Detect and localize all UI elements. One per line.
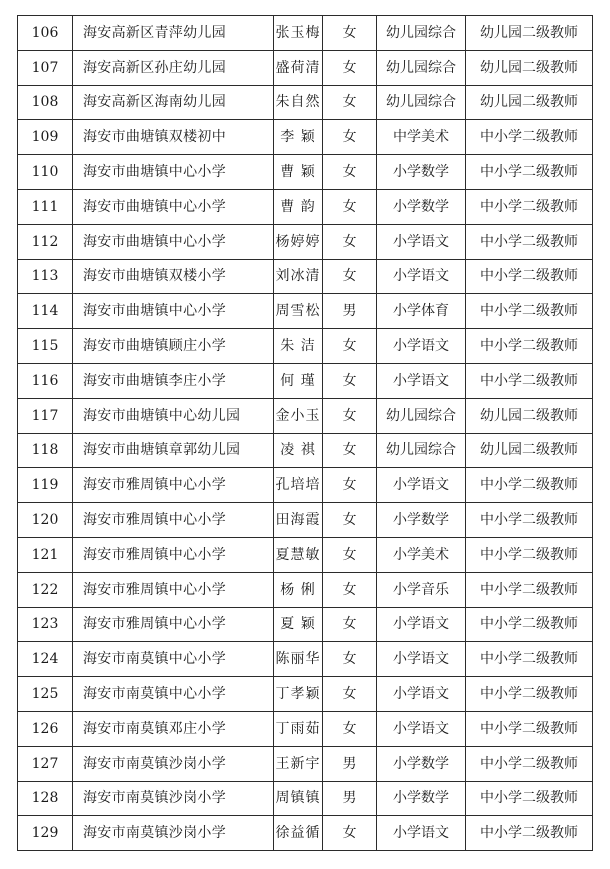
- cell-title: 中小学二级教师: [466, 363, 593, 398]
- cell-subject: 幼儿园综合: [377, 16, 466, 51]
- cell-gender: 女: [323, 259, 377, 294]
- table-row: [18, 746, 593, 781]
- cell-subject: 小学语文: [377, 224, 466, 259]
- cell-number: 123: [18, 607, 73, 642]
- cell-gender: 女: [323, 677, 377, 712]
- cell-number: 122: [18, 572, 73, 607]
- cell-subject: 小学语文: [377, 711, 466, 746]
- cell-title: 中小学二级教师: [466, 224, 593, 259]
- table-row: [18, 189, 593, 224]
- cell-number: 111: [18, 189, 73, 224]
- table-row: [18, 398, 593, 433]
- cell-subject: 小学体育: [377, 294, 466, 329]
- cell-number: 116: [18, 363, 73, 398]
- cell-subject: 小学语文: [377, 816, 466, 851]
- cell-gender: 女: [323, 120, 377, 155]
- cell-gender: 女: [323, 433, 377, 468]
- cell-name: 曹 韵: [274, 189, 323, 224]
- cell-gender: 女: [323, 711, 377, 746]
- table-row: [18, 816, 593, 851]
- table-row: [18, 363, 593, 398]
- cell-gender: 女: [323, 468, 377, 503]
- cell-subject: 小学语文: [377, 329, 466, 364]
- cell-number: 119: [18, 468, 73, 503]
- cell-subject: 小学美术: [377, 537, 466, 572]
- cell-name: 周雪松: [274, 294, 323, 329]
- cell-school: 海安市曲塘镇中心小学: [73, 224, 274, 259]
- cell-school: 海安市南莫镇沙岗小学: [73, 781, 274, 816]
- cell-school: 海安市曲塘镇李庄小学: [73, 363, 274, 398]
- cell-name: 曹 颖: [274, 155, 323, 190]
- cell-number: 120: [18, 503, 73, 538]
- cell-name: 李 颖: [274, 120, 323, 155]
- cell-title: 幼儿园二级教师: [466, 50, 593, 85]
- cell-gender: 女: [323, 537, 377, 572]
- table-row: [18, 537, 593, 572]
- cell-name: 夏慧敏: [274, 537, 323, 572]
- cell-gender: 女: [323, 16, 377, 51]
- cell-name: 金小玉: [274, 398, 323, 433]
- cell-title: 幼儿园二级教师: [466, 398, 593, 433]
- table-row: [18, 16, 593, 51]
- cell-subject: 中学美术: [377, 120, 466, 155]
- cell-subject: 小学数学: [377, 746, 466, 781]
- cell-subject: 小学语文: [377, 468, 466, 503]
- cell-gender: 女: [323, 329, 377, 364]
- cell-subject: 幼儿园综合: [377, 433, 466, 468]
- cell-school: 海安市雅周镇中心小学: [73, 572, 274, 607]
- cell-gender: 女: [323, 224, 377, 259]
- cell-subject: 幼儿园综合: [377, 398, 466, 433]
- table-row: [18, 781, 593, 816]
- cell-name: 张玉梅: [274, 16, 323, 51]
- cell-school: 海安市雅周镇中心小学: [73, 468, 274, 503]
- cell-number: 114: [18, 294, 73, 329]
- cell-subject: 小学语文: [377, 677, 466, 712]
- cell-gender: 男: [323, 294, 377, 329]
- cell-number: 121: [18, 537, 73, 572]
- cell-school: 海安高新区海南幼儿园: [73, 85, 274, 120]
- cell-name: 何 瑾: [274, 363, 323, 398]
- cell-school: 海安市曲塘镇顾庄小学: [73, 329, 274, 364]
- table-row: [18, 642, 593, 677]
- cell-school: 海安市曲塘镇双楼小学: [73, 259, 274, 294]
- cell-title: 幼儿园二级教师: [466, 433, 593, 468]
- cell-gender: 女: [323, 50, 377, 85]
- cell-title: 中小学二级教师: [466, 120, 593, 155]
- cell-gender: 女: [323, 503, 377, 538]
- table-row: [18, 294, 593, 329]
- cell-gender: 男: [323, 746, 377, 781]
- cell-title: 幼儿园二级教师: [466, 16, 593, 51]
- cell-school: 海安市南莫镇中心小学: [73, 642, 274, 677]
- cell-number: 115: [18, 329, 73, 364]
- cell-number: 108: [18, 85, 73, 120]
- cell-title: 中小学二级教师: [466, 503, 593, 538]
- cell-title: 中小学二级教师: [466, 294, 593, 329]
- cell-name: 徐益循: [274, 816, 323, 851]
- cell-title: 中小学二级教师: [466, 537, 593, 572]
- cell-title: 中小学二级教师: [466, 572, 593, 607]
- cell-subject: 小学语文: [377, 607, 466, 642]
- cell-number: 124: [18, 642, 73, 677]
- cell-subject: 小学语文: [377, 642, 466, 677]
- table-row: [18, 259, 593, 294]
- table-row: [18, 50, 593, 85]
- cell-subject: 小学语文: [377, 363, 466, 398]
- cell-school: 海安市曲塘镇中心小学: [73, 189, 274, 224]
- cell-school: 海安市雅周镇中心小学: [73, 503, 274, 538]
- cell-school: 海安市南莫镇沙岗小学: [73, 816, 274, 851]
- table-row: [18, 677, 593, 712]
- cell-number: 118: [18, 433, 73, 468]
- cell-gender: 女: [323, 155, 377, 190]
- cell-gender: 女: [323, 189, 377, 224]
- roster-sheet: [17, 15, 592, 851]
- cell-title: 中小学二级教师: [466, 642, 593, 677]
- table-row: [18, 607, 593, 642]
- cell-gender: 女: [323, 398, 377, 433]
- cell-title: 中小学二级教师: [466, 329, 593, 364]
- cell-gender: 女: [323, 85, 377, 120]
- table-row: [18, 711, 593, 746]
- cell-name: 丁孝颖: [274, 677, 323, 712]
- cell-number: 129: [18, 816, 73, 851]
- cell-subject: 小学数学: [377, 503, 466, 538]
- cell-subject: 小学数学: [377, 155, 466, 190]
- cell-title: 中小学二级教师: [466, 155, 593, 190]
- cell-number: 112: [18, 224, 73, 259]
- cell-name: 夏 颖: [274, 607, 323, 642]
- cell-title: 中小学二级教师: [466, 259, 593, 294]
- cell-name: 陈丽华: [274, 642, 323, 677]
- teacher-roster-table: [17, 15, 593, 851]
- cell-subject: 小学音乐: [377, 572, 466, 607]
- cell-school: 海安市南莫镇中心小学: [73, 677, 274, 712]
- cell-title: 幼儿园二级教师: [466, 85, 593, 120]
- cell-school: 海安市曲塘镇双楼初中: [73, 120, 274, 155]
- cell-number: 113: [18, 259, 73, 294]
- cell-number: 110: [18, 155, 73, 190]
- cell-subject: 幼儿园综合: [377, 50, 466, 85]
- cell-title: 中小学二级教师: [466, 607, 593, 642]
- cell-school: 海安市雅周镇中心小学: [73, 607, 274, 642]
- cell-name: 朱自然: [274, 85, 323, 120]
- cell-gender: 女: [323, 816, 377, 851]
- cell-title: 中小学二级教师: [466, 468, 593, 503]
- cell-title: 中小学二级教师: [466, 781, 593, 816]
- cell-subject: 小学数学: [377, 781, 466, 816]
- cell-name: 田海霞: [274, 503, 323, 538]
- table-row: [18, 85, 593, 120]
- table-row: [18, 224, 593, 259]
- cell-gender: 男: [323, 781, 377, 816]
- cell-number: 107: [18, 50, 73, 85]
- table-row: [18, 503, 593, 538]
- cell-number: 109: [18, 120, 73, 155]
- cell-name: 丁雨茹: [274, 711, 323, 746]
- cell-number: 127: [18, 746, 73, 781]
- cell-subject: 小学数学: [377, 189, 466, 224]
- cell-number: 106: [18, 16, 73, 51]
- cell-gender: 女: [323, 642, 377, 677]
- cell-school: 海安市南莫镇沙岗小学: [73, 746, 274, 781]
- table-row: [18, 120, 593, 155]
- table-row: [18, 329, 593, 364]
- cell-school: 海安市曲塘镇章郭幼儿园: [73, 433, 274, 468]
- cell-name: 孔培培: [274, 468, 323, 503]
- cell-name: 王新宇: [274, 746, 323, 781]
- cell-number: 128: [18, 781, 73, 816]
- cell-name: 杨婷婷: [274, 224, 323, 259]
- cell-school: 海安高新区孙庄幼儿园: [73, 50, 274, 85]
- cell-subject: 小学语文: [377, 259, 466, 294]
- cell-subject: 幼儿园综合: [377, 85, 466, 120]
- cell-gender: 女: [323, 607, 377, 642]
- table-row: [18, 155, 593, 190]
- cell-title: 中小学二级教师: [466, 746, 593, 781]
- cell-number: 117: [18, 398, 73, 433]
- cell-name: 盛荷清: [274, 50, 323, 85]
- cell-school: 海安高新区青萍幼儿园: [73, 16, 274, 51]
- cell-gender: 女: [323, 572, 377, 607]
- cell-name: 杨 俐: [274, 572, 323, 607]
- cell-gender: 女: [323, 363, 377, 398]
- cell-title: 中小学二级教师: [466, 189, 593, 224]
- cell-number: 126: [18, 711, 73, 746]
- cell-name: 凌 祺: [274, 433, 323, 468]
- cell-name: 刘冰清: [274, 259, 323, 294]
- cell-school: 海安市曲塘镇中心小学: [73, 294, 274, 329]
- cell-number: 125: [18, 677, 73, 712]
- table-row: [18, 572, 593, 607]
- cell-title: 中小学二级教师: [466, 677, 593, 712]
- cell-school: 海安市南莫镇邓庄小学: [73, 711, 274, 746]
- cell-school: 海安市雅周镇中心小学: [73, 537, 274, 572]
- table-row: [18, 468, 593, 503]
- cell-name: 朱 洁: [274, 329, 323, 364]
- cell-school: 海安市曲塘镇中心小学: [73, 155, 274, 190]
- cell-name: 周镇镇: [274, 781, 323, 816]
- cell-school: 海安市曲塘镇中心幼儿园: [73, 398, 274, 433]
- cell-title: 中小学二级教师: [466, 711, 593, 746]
- table-row: [18, 433, 593, 468]
- table-body: [18, 16, 593, 851]
- cell-title: 中小学二级教师: [466, 816, 593, 851]
